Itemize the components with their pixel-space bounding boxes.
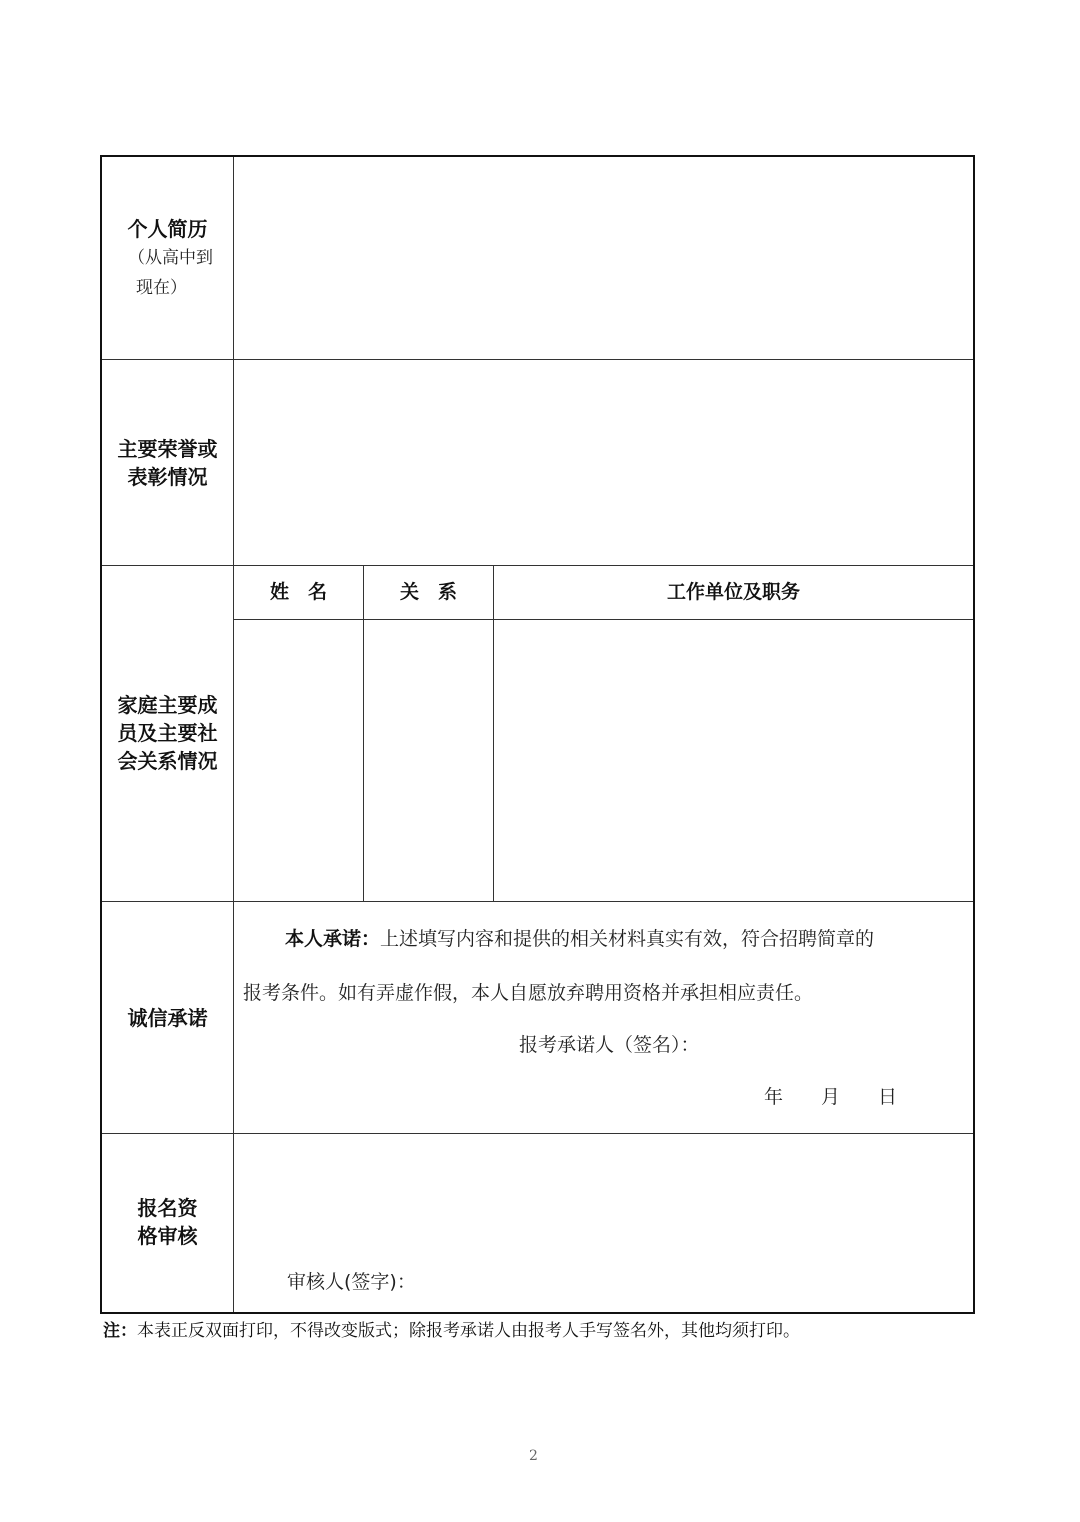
family-col-relation: 关 系 [399,581,457,603]
family-name-field[interactable] [234,620,363,901]
family-col-employer: 工作单位及职务 [666,581,800,603]
pledge-lead: 本人承诺： [285,928,381,950]
reviewer-signature: 审核人(签字)： [287,1271,416,1293]
family-employer-field[interactable] [494,620,973,901]
qualification-review-label: 报名资 格审核 [137,1196,198,1248]
honors-field[interactable] [234,360,973,565]
family-label: 家庭主要成 员及主要社 会关系情况 [117,693,218,773]
pledge-line-1: 本人承诺：上述填写内容和提供的相关材料真实有效，符合招聘简章的 [285,928,875,950]
pledge-signer: 报考承诺人（签名）： [519,1034,700,1056]
page-number: 2 [529,1448,538,1464]
registration-form-table [100,155,975,1314]
family-col-name: 姓 名 [269,581,327,603]
honors-label: 主要荣誉或 表彰情况 [117,437,218,489]
pledge-date: 年 月 日 [764,1086,898,1108]
footnote [103,1316,800,1341]
resume-label: 个人简历 （从高中到 现在） [127,217,213,298]
footnote-prefix: 注： [103,1321,137,1341]
integrity-label: 诚信承诺 [127,1006,208,1030]
resume-field[interactable] [234,157,973,359]
footnote-text: 本表正反双面打印，不得改变版式；除报考承诺人由报考人手写签名外，其他均须打印。 [137,1321,800,1341]
pledge-line-2: 报考条件。如有弄虚作假，本人自愿放弃聘用资格并承担相应责任。 [243,982,814,1004]
family-relation-field[interactable] [364,620,493,901]
